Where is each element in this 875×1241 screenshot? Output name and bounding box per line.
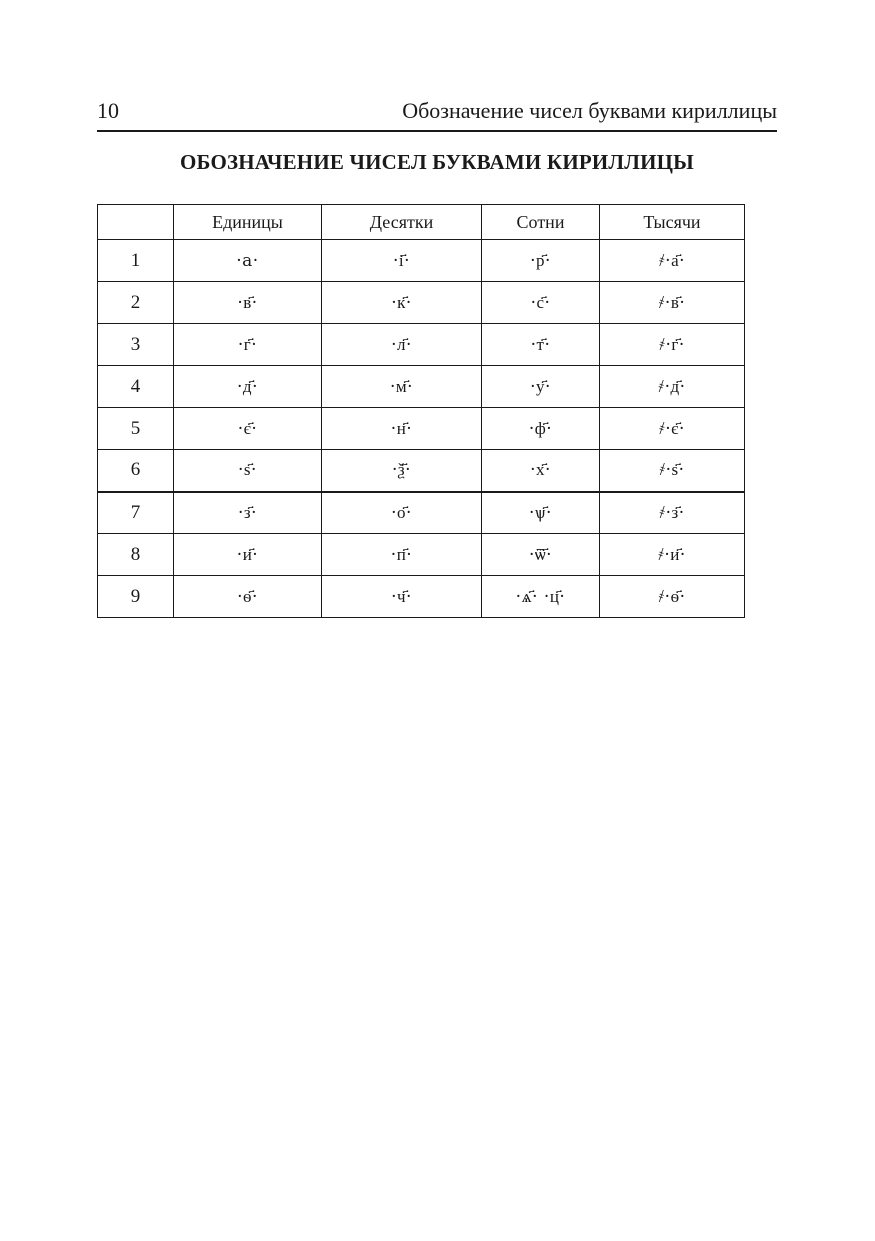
table-row xyxy=(98,324,745,366)
tens-cell: ·м҃· xyxy=(322,366,482,408)
column-header-blank xyxy=(98,205,174,240)
ones-cell: ·в҃· xyxy=(174,282,322,324)
page-number: 10 xyxy=(97,98,119,123)
row-number: 9 xyxy=(98,576,174,618)
numerals-table xyxy=(97,204,745,618)
thousands-cell: ҂·є҃· xyxy=(600,408,745,450)
row-number: 7 xyxy=(98,492,174,534)
hundreds-cell: ·с҃· xyxy=(482,282,600,324)
hundreds-cell: ·ѿ҃· xyxy=(482,534,600,576)
table-row xyxy=(98,492,745,534)
hundreds-cell: ·у҃· xyxy=(482,366,600,408)
thousands-cell: ҂·ѳ҃· xyxy=(600,576,745,618)
row-number: 5 xyxy=(98,408,174,450)
tens-cell: ·ѯ҃· xyxy=(322,450,482,492)
running-title: Обозначение чисел буквами кириллицы xyxy=(402,98,777,123)
table-header-row xyxy=(98,205,745,240)
column-header-ones: Единицы xyxy=(174,205,322,240)
hundreds-cell: ·ф҃· xyxy=(482,408,600,450)
table-row xyxy=(98,282,745,324)
running-head xyxy=(97,96,777,132)
column-header-hundreds: Сотни xyxy=(482,205,600,240)
thousands-cell: ҂·ѕ҃· xyxy=(600,450,745,492)
hundreds-cell: ·х҃· xyxy=(482,450,600,492)
ones-cell: ·г҃· xyxy=(174,324,322,366)
table-row xyxy=(98,534,745,576)
table-row xyxy=(98,366,745,408)
table-row xyxy=(98,240,745,282)
table-row xyxy=(98,576,745,618)
hundreds-cell: ·ѱ҃· xyxy=(482,492,600,534)
thousands-cell: ҂·д҃· xyxy=(600,366,745,408)
hundreds-cell: ·р҃· xyxy=(482,240,600,282)
thousands-cell: ҂·в҃· xyxy=(600,282,745,324)
tens-cell: ·п҃· xyxy=(322,534,482,576)
ones-cell: ·а· xyxy=(174,240,322,282)
ones-cell: ·з҃· xyxy=(174,492,322,534)
ones-cell: ·и҃· xyxy=(174,534,322,576)
page-title: ОБОЗНАЧЕНИЕ ЧИСЕЛ БУКВАМИ КИРИЛЛИЦЫ xyxy=(179,150,695,174)
row-number: 3 xyxy=(98,324,174,366)
ones-cell: ·є҃· xyxy=(174,408,322,450)
row-number: 8 xyxy=(98,534,174,576)
row-number: 1 xyxy=(98,240,174,282)
thousands-cell: ҂·и҃· xyxy=(600,534,745,576)
tens-cell: ·ч҃· xyxy=(322,576,482,618)
column-header-tens: Десятки xyxy=(322,205,482,240)
thousands-cell: ҂·г҃· xyxy=(600,324,745,366)
table-row xyxy=(98,408,745,450)
row-number: 4 xyxy=(98,366,174,408)
row-number: 2 xyxy=(98,282,174,324)
ones-cell: ·д҃· xyxy=(174,366,322,408)
thousands-cell: ҂·з҃· xyxy=(600,492,745,534)
row-number: 6 xyxy=(98,450,174,492)
hundreds-cell: ·т҃· xyxy=(482,324,600,366)
hundreds-cell: ·ѧ҃· ·ц҃· xyxy=(482,576,600,618)
ones-cell: ·ѕ҃· xyxy=(174,450,322,492)
tens-cell: ·і҃· xyxy=(322,240,482,282)
tens-cell: ·л҃· xyxy=(322,324,482,366)
column-header-thousands: Тысячи xyxy=(600,205,745,240)
thousands-cell: ҂·а҃· xyxy=(600,240,745,282)
tens-cell: ·н҃· xyxy=(322,408,482,450)
table-row xyxy=(98,450,745,492)
tens-cell: ·к҃· xyxy=(322,282,482,324)
ones-cell: ·ѳ҃· xyxy=(174,576,322,618)
tens-cell: ·о҃· xyxy=(322,492,482,534)
